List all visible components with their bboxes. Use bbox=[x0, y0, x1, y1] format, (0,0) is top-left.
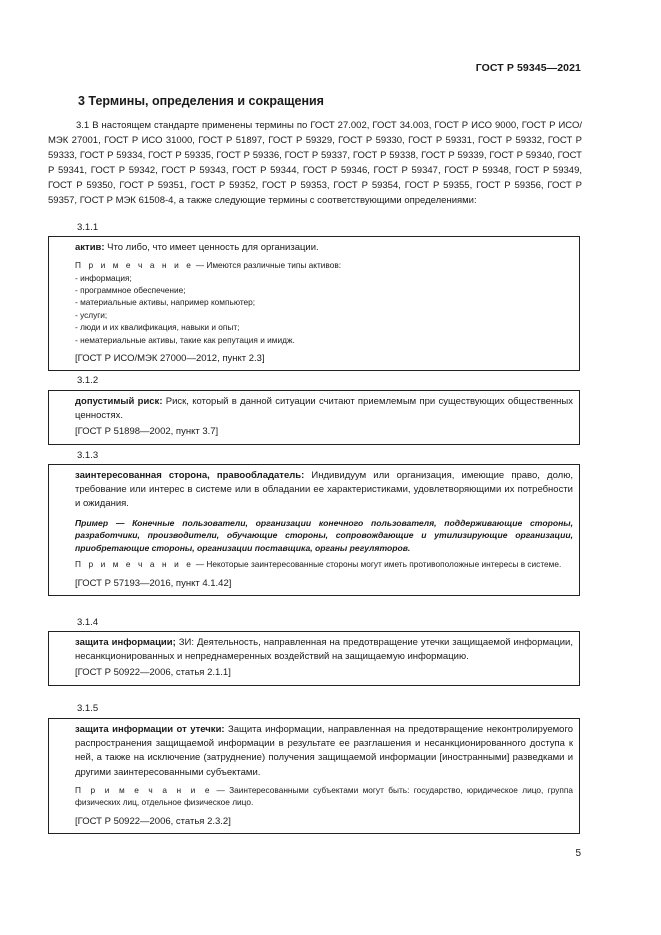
term-reference: [ГОСТ Р 50922—2006, статья 2.1.1] bbox=[75, 667, 231, 679]
term-definition bbox=[75, 395, 573, 423]
list-item: - материальные активы, например компьютер; bbox=[75, 296, 573, 308]
note-text: — Некоторые заинтересованные стороны могут иметь противоположные интересы в системе. bbox=[193, 559, 562, 570]
term-name: актив: bbox=[75, 242, 105, 253]
example-text: Пример — Конечные пользователи, организации конечного пользователя, поддерживающие стороны, разработчики, производители, обучающие стороны, сопровождающие и утилизирующие организации, приобретающие стороны, организации поставщика, органы регуляторов. bbox=[75, 517, 573, 553]
note-list bbox=[75, 272, 573, 346]
intro-paragraph: 3.1 В настоящем стандарте применены термины по ГОСТ 27.002, ГОСТ 34.003, ГОСТ Р ИСО 9000, ГОСТ Р ИСО/МЭК 27001, ГОСТ Р ИСО 31000, ГОСТ Р 51897, ГОСТ Р 59329, ГОСТ Р 59330, ГОСТ Р 59331, ГОСТ Р 59332, ГОСТ Р 59333, ГОСТ Р 59334, ГОСТ Р 59335, ГОСТ Р 59336, ГОСТ Р 59337, ГОСТ Р 59338, ГОСТ Р 59339, ГОСТ Р 59340, ГОСТ Р 59341, ГОСТ Р 59342, ГОСТ Р 59343, ГОСТ Р 59344, ГОСТ Р 59346, ГОСТ Р 59347, ГОСТ Р 59348, ГОСТ Р 59349, ГОСТ Р 59350, ГОСТ Р 59351, ГОСТ Р 59352, ГОСТ Р 59353, ГОСТ Р 59354, ГОСТ Р 59355, ГОСТ Р 59356, ГОСТ Р 59357, ГОСТ Р МЭК 61508-4, а также следующие термины с соответствующими определениями: bbox=[48, 120, 582, 206]
term-definition bbox=[75, 469, 573, 512]
term-box-stakeholder bbox=[48, 464, 580, 596]
term-reference: [ГОСТ Р 57193—2016, пункт 4.1.42] bbox=[75, 577, 232, 589]
term-name: защита информации от утечки: bbox=[75, 724, 225, 735]
list-item: - нематериальные активы, такие как репутация и имидж. bbox=[75, 334, 573, 346]
term-reference: [ГОСТ Р ИСО/МЭК 27000—2012, пункт 2.3] bbox=[75, 353, 265, 365]
note-label: П р и м е ч а н и е bbox=[75, 559, 194, 570]
term-box-leak-protection bbox=[48, 718, 580, 834]
term-definition bbox=[75, 241, 573, 255]
term-name: заинтересованная сторона, правообладатель: bbox=[75, 470, 305, 481]
term-reference: [ГОСТ Р 51898—2002, пункт 3.7] bbox=[75, 426, 219, 438]
term-name: допустимый риск: bbox=[75, 396, 163, 407]
term-box-acceptable-risk bbox=[48, 390, 580, 445]
note-text: — Заинтересованными субъектами могут быть: государство, юридическое лицо, группа физических лиц, отдельное физическое лицо. bbox=[75, 784, 573, 808]
term-number: 3.1.1 bbox=[77, 222, 99, 233]
term-box-information-protection bbox=[48, 631, 580, 686]
term-definition bbox=[75, 636, 573, 664]
term-number: 3.1.2 bbox=[77, 375, 99, 386]
note bbox=[75, 558, 573, 570]
term-number: 3.1.3 bbox=[77, 450, 99, 461]
section-title: 3 Термины, определения и сокращения bbox=[78, 94, 324, 108]
list-item: - люди и их квалификация, навыки и опыт; bbox=[75, 321, 573, 333]
definition-text: ЗИ: Деятельность, направленная на предотвращение утечки защищаемой информации, несанкционированных и непреднамеренных воздействий на защищаемую информацию. bbox=[75, 637, 573, 663]
definition-text: Индивидуум или организация, имеющие право, долю, требование или интерес в системе или в обладании ее характеристиками, удовлетворяющими их потребности и ожидания. bbox=[75, 470, 573, 510]
term-reference: [ГОСТ Р 50922—2006, статья 2.3.2] bbox=[75, 815, 231, 827]
definition-text: Риск, который в данной ситуации считают приемлемым при существующих общественных ценностях. bbox=[75, 396, 573, 422]
document-id: ГОСТ Р 59345—2021 bbox=[475, 62, 581, 74]
note-label: П р и м е ч а н и е bbox=[75, 260, 194, 271]
note-text: — Имеются различные типы активов: bbox=[193, 260, 342, 271]
term-number: 3.1.5 bbox=[77, 703, 99, 714]
term-number: 3.1.4 bbox=[77, 617, 99, 628]
list-item: - услуги; bbox=[75, 309, 573, 321]
term-name: защита информации; bbox=[75, 637, 176, 648]
list-item: - информация; bbox=[75, 272, 573, 284]
term-definition bbox=[75, 723, 573, 780]
page-number: 5 bbox=[575, 848, 581, 859]
list-item: - программное обеспечение; bbox=[75, 284, 573, 296]
note bbox=[75, 784, 573, 809]
term-box-asset bbox=[48, 236, 580, 371]
definition-text: Что либо, что имеет ценность для организации. bbox=[104, 242, 319, 253]
definition-text: Защита информации, направленная на предотвращение неконтролируемого распространения защищаемой информации в результате ее разглашения и несанкционированного доступа к ней, а также на исключение (затруднение) получения защищаемой информации [иностранными] разведками и другими заинтересованными субъектами. bbox=[75, 724, 573, 778]
note bbox=[75, 259, 573, 271]
note-label: П р и м е ч а н и е bbox=[75, 784, 213, 795]
